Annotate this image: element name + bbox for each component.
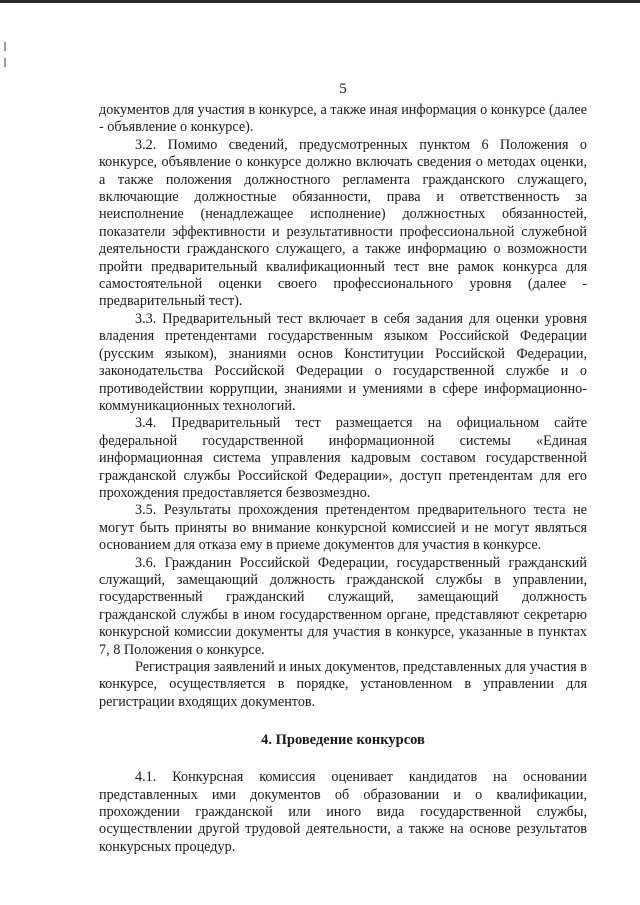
scan-top-edge xyxy=(0,0,640,3)
scan-margin-mark xyxy=(4,42,6,51)
paragraph: документов для участия в конкурсе, а также иная информация о конкурсе (далее - объявление о конкурсе). xyxy=(99,102,587,136)
page-number: 5 xyxy=(339,81,347,97)
paragraph: 3.6. Гражданин Российской Федерации, государственный гражданский служащий, замещающий должность гражданской службы в управлении, государственный гражданский служащий, замещающий должность гражданской службы в ином государственном органе, представляют секретарю конкурсной комиссии документы для участия в конкурсе, указанные в пунктах 7, 8 Положения о конкурсе. xyxy=(99,554,587,658)
paragraph: 3.4. Предварительный тест размещается на официальном сайте федеральной государственной информационной системы «Единая информационная система управления кадровым составом государственной гражданской службы Российской Федерации», доступ претендентам для его прохождения предоставляется безвозмездно. xyxy=(99,415,587,501)
section-heading: 4. Проведение конкурсов xyxy=(261,732,425,749)
document-page xyxy=(99,80,587,856)
paragraph: 3.5. Результаты прохождения претендентом предварительного теста не могут быть приняты во внимание конкурсной комиссией и не могут являться основанием для отказа ему в приеме документов для участия в конкурсе. xyxy=(99,502,587,554)
paragraph: 3.2. Помимо сведений, предусмотренных пунктом 6 Положения о конкурсе, объявление о конкурсе должно включать сведения о методах оценки, а также положения должностного регламента гражданского служащего, включающие должностные обязанности, права и ответственность за неисполнение (ненадлежащее исполнение) должностных обязанностей, показатели эффективности и результативности профессиональной служебной деятельности гражданского служащего, а также информацию о возможности пройти предварительный квалификационный тест вне рамок конкурса для самостоятельной оценки своего профессионального уровня (далее - предварительный тест). xyxy=(99,136,587,310)
scan-margin-mark xyxy=(4,58,6,67)
paragraph: 4.1. Конкурсная комиссия оценивает кандидатов на основании представленных ими документов об образовании и о квалификации, прохождении гражданской или иного вида государственной службы, осуществлении другой трудовой деятельности, а также на основе результатов конкурсных процедур. xyxy=(99,769,587,855)
paragraph: Регистрация заявлений и иных документов, представленных для участия в конкурсе, осуществляется в порядке, установленном в управлении для регистрации входящих документов. xyxy=(99,659,587,710)
paragraph: 3.3. Предварительный тест включает в себя задания для оценки уровня владения претендентами государственным языком Российской Федерации (русским языком), знаниями основ Конституции Российской Федерации, законодательства Российской Федерации о государственной службе и о противодействии коррупции, знаниями и умениями в сфере информационно-коммуникационных технологий. xyxy=(99,310,587,414)
paragraphs-bottom xyxy=(99,769,587,856)
paragraphs-top xyxy=(99,102,587,711)
